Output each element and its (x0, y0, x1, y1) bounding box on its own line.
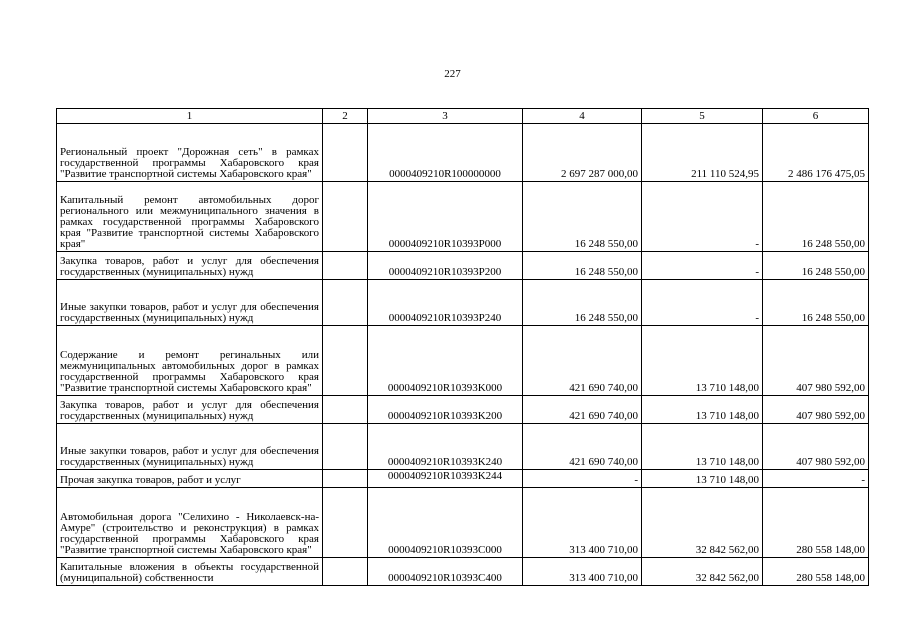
row-col2 (323, 488, 368, 558)
row-col5: 13 710 148,00 (642, 396, 763, 424)
row-col5: 13 710 148,00 (642, 424, 763, 470)
row-col5: 32 842 562,00 (642, 488, 763, 558)
table-body (57, 124, 869, 586)
row-col6: 16 248 550,00 (763, 252, 869, 280)
row-col6: 280 558 148,00 (763, 488, 869, 558)
row-name: Закупка товаров, работ и услуг для обеспечения государственных (муниципальных) нужд (57, 252, 323, 280)
row-col2 (323, 424, 368, 470)
row-col2 (323, 558, 368, 586)
row-code: 0000409210R100000000 (368, 124, 523, 182)
row-col5: - (642, 252, 763, 280)
row-col6: 280 558 148,00 (763, 558, 869, 586)
row-code: 0000409210R10393P240 (368, 280, 523, 326)
row-col2 (323, 182, 368, 252)
row-col5: 32 842 562,00 (642, 558, 763, 586)
header-row (57, 109, 869, 124)
row-code: 0000409210R10393K244 (368, 470, 523, 488)
row-col6: - (763, 470, 869, 488)
row-code: 0000409210R10393K000 (368, 326, 523, 396)
table-row (57, 470, 869, 488)
row-code: 0000409210R10393C400 (368, 558, 523, 586)
row-col4: 313 400 710,00 (523, 558, 642, 586)
row-col6: 407 980 592,00 (763, 396, 869, 424)
row-col5: - (642, 280, 763, 326)
row-col5: 13 710 148,00 (642, 470, 763, 488)
row-code: 0000409210R10393C000 (368, 488, 523, 558)
row-col2 (323, 326, 368, 396)
table-row (57, 396, 869, 424)
table-row (57, 252, 869, 280)
header-col-1: 1 (57, 109, 323, 124)
row-name: Автомобильная дорога "Селихино - Николаевск-на-Амуре" (строительство и реконструкция) в рамках государственной программы Хабаровского края "Развитие транспортной системы Хабаровского края" (57, 488, 323, 558)
header-col-2: 2 (323, 109, 368, 124)
table-row (57, 488, 869, 558)
header-col-5: 5 (642, 109, 763, 124)
row-code: 0000409210R10393P200 (368, 252, 523, 280)
row-name: Капитальный ремонт автомобильных дорог регионального или межмуниципального значения в рамках государственной программы Хабаровского края "Развитие транспортной системы Хабаровского края" (57, 182, 323, 252)
table-header (57, 109, 869, 124)
row-col2 (323, 470, 368, 488)
table-row (57, 424, 869, 470)
table-row (57, 326, 869, 396)
row-col6: 16 248 550,00 (763, 182, 869, 252)
row-col6: 2 486 176 475,05 (763, 124, 869, 182)
row-col6: 407 980 592,00 (763, 326, 869, 396)
header-col-4: 4 (523, 109, 642, 124)
row-col4: 2 697 287 000,00 (523, 124, 642, 182)
row-col2 (323, 124, 368, 182)
row-col4: 16 248 550,00 (523, 280, 642, 326)
row-col5: 13 710 148,00 (642, 326, 763, 396)
row-col2 (323, 252, 368, 280)
row-code: 0000409210R10393K200 (368, 396, 523, 424)
table-row (57, 182, 869, 252)
table-row (57, 124, 869, 182)
row-col6: 407 980 592,00 (763, 424, 869, 470)
page-number: 227 (444, 68, 461, 80)
row-col2 (323, 396, 368, 424)
row-col4: 421 690 740,00 (523, 424, 642, 470)
row-name: Региональный проект "Дорожная сеть" в рамках государственной программы Хабаровского края "Развитие транспортной системы Хабаровского края" (57, 124, 323, 182)
row-col4: - (523, 470, 642, 488)
row-code: 0000409210R10393K240 (368, 424, 523, 470)
header-col-3: 3 (368, 109, 523, 124)
row-col2 (323, 280, 368, 326)
row-col5: - (642, 182, 763, 252)
row-col4: 313 400 710,00 (523, 488, 642, 558)
table-row (57, 280, 869, 326)
row-code: 0000409210R10393P000 (368, 182, 523, 252)
table-row (57, 558, 869, 586)
row-col4: 421 690 740,00 (523, 326, 642, 396)
row-name: Прочая закупка товаров, работ и услуг (57, 470, 323, 488)
row-name: Закупка товаров, работ и услуг для обеспечения государственных (муниципальных) нужд (57, 396, 323, 424)
budget-table (56, 108, 869, 586)
row-col4: 16 248 550,00 (523, 252, 642, 280)
row-name: Содержание и ремонт регинальных или межмуниципальных автомобильных дорог в рамках государственной программы Хабаровского края "Развитие транспортной системы Хабаровского края" (57, 326, 323, 396)
row-col5: 211 110 524,95 (642, 124, 763, 182)
row-name: Иные закупки товаров, работ и услуг для обеспечения государственных (муниципальных) нужд (57, 280, 323, 326)
row-name: Капитальные вложения в объекты государственной (муниципальной) собственности (57, 558, 323, 586)
row-name: Иные закупки товаров, работ и услуг для обеспечения государственных (муниципальных) нужд (57, 424, 323, 470)
row-col6: 16 248 550,00 (763, 280, 869, 326)
header-col-6: 6 (763, 109, 869, 124)
row-col4: 16 248 550,00 (523, 182, 642, 252)
row-col4: 421 690 740,00 (523, 396, 642, 424)
